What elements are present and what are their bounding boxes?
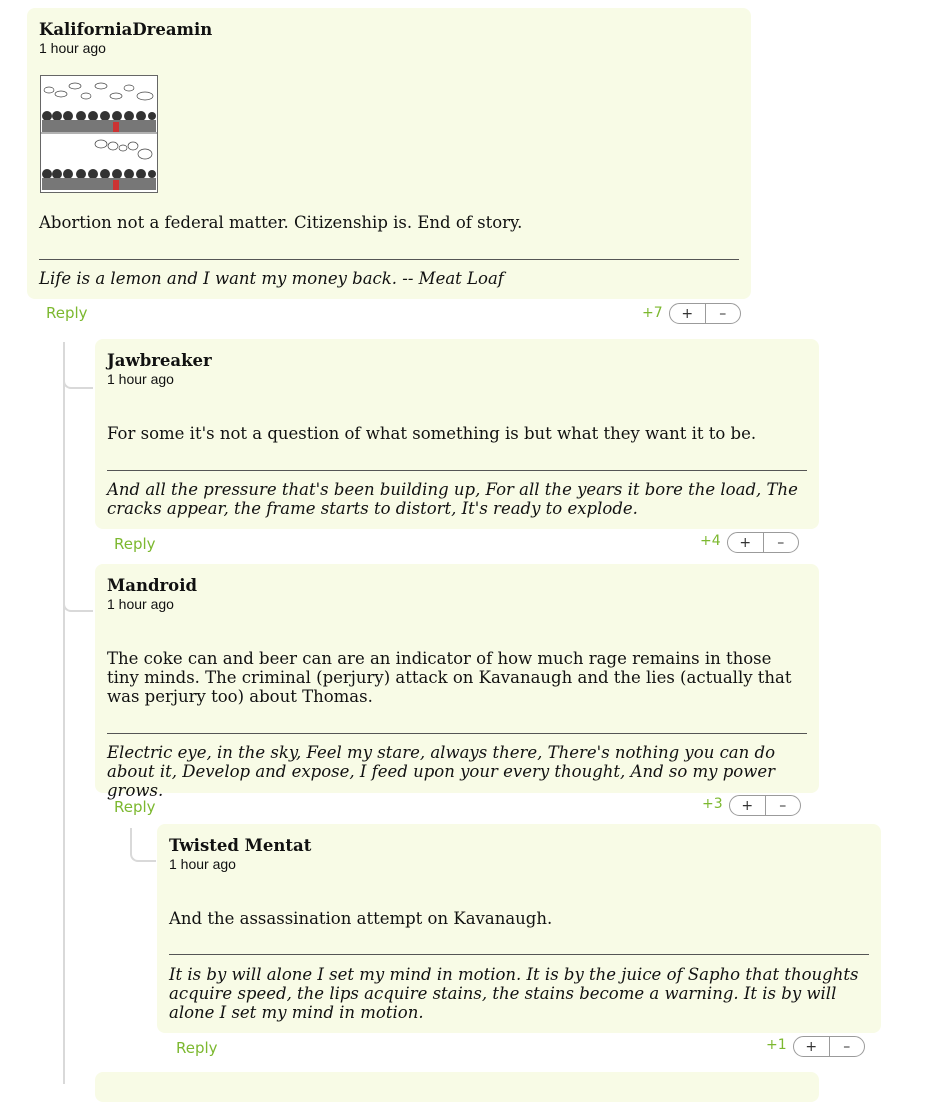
comment-timestamp: 1 hour ago (39, 40, 106, 56)
reply-button[interactable]: Reply (176, 1039, 218, 1057)
comment-signature: And all the pressure that's been building up, For all the years it bore the load, The cracks appear, the frame starts to distort, It's ready to explode. (107, 480, 798, 518)
comment-author[interactable]: Mandroid (107, 576, 197, 595)
downvote-button[interactable]: – (705, 304, 741, 323)
signature-divider (169, 954, 869, 955)
upvote-button[interactable]: + (681, 305, 694, 322)
reply-button[interactable]: Reply (114, 798, 156, 816)
vote-score: +4 (700, 533, 721, 549)
comment-card (95, 339, 819, 529)
vote-score: +3 (702, 796, 723, 812)
comment-signature: Life is a lemon and I want my money back. -- Meat Loaf (39, 269, 504, 288)
vote-control (727, 532, 799, 553)
comment-card (157, 824, 881, 1033)
cartoon-thumbnail-icon[interactable] (40, 75, 158, 193)
signature-divider (39, 259, 739, 260)
comment-card (27, 8, 751, 299)
reply-button[interactable]: Reply (114, 535, 156, 553)
comment-card (95, 564, 819, 800)
upvote-button[interactable]: + (741, 797, 754, 814)
downvote-button[interactable]: – (829, 1037, 865, 1056)
comment-signature: It is by will alone I set my mind in motion. It is by the juice of Sapho that thoughts acquire speed, the lips acquire stains, the stains become a warning. It is by will alone I set my mind in motion. (169, 965, 859, 1022)
thread-elbow (130, 834, 156, 862)
downvote-button[interactable]: – (763, 533, 799, 552)
reply-button[interactable]: Reply (46, 304, 88, 322)
comment-body: Abortion not a federal matter. Citizenship is. End of story. (39, 213, 523, 232)
comment-timestamp: 1 hour ago (107, 371, 174, 387)
downvote-button[interactable]: – (765, 796, 801, 815)
vote-control (669, 303, 741, 324)
vote-control (729, 795, 801, 816)
comment-body: And the assassination attempt on Kavanaugh. (169, 909, 553, 928)
comment-author[interactable]: KaliforniaDreamin (39, 20, 213, 39)
comment-signature: Electric eye, in the sky, Feel my stare, always there, There's nothing you can do about it, Develop and expose, I feed upon your every thought, And so my power grows. (107, 743, 776, 800)
upvote-button[interactable]: + (805, 1038, 818, 1055)
comment-timestamp: 1 hour ago (169, 856, 236, 872)
cartoon-image (41, 76, 157, 192)
vote-score: +7 (642, 305, 663, 321)
thread-elbow (63, 362, 93, 389)
comment-body: The coke can and beer can are an indicator of how much rage remains in those tiny minds. The criminal (perjury) attack on Kavanaugh and the lies (actually that was perjury too) about Thomas. (107, 649, 792, 706)
vote-score: +1 (766, 1037, 787, 1053)
comment-card-partial (95, 1072, 819, 1102)
comment-timestamp: 1 hour ago (107, 596, 174, 612)
signature-divider (107, 470, 807, 471)
comment-author[interactable]: Jawbreaker (107, 351, 212, 370)
thread-line (63, 342, 65, 1084)
signature-divider (107, 733, 807, 734)
vote-control (793, 1036, 865, 1057)
thread-elbow (63, 585, 93, 612)
comment-author[interactable]: Twisted Mentat (169, 836, 312, 855)
upvote-button[interactable]: + (739, 534, 752, 551)
comment-body: For some it's not a question of what something is but what they want it to be. (107, 424, 757, 443)
